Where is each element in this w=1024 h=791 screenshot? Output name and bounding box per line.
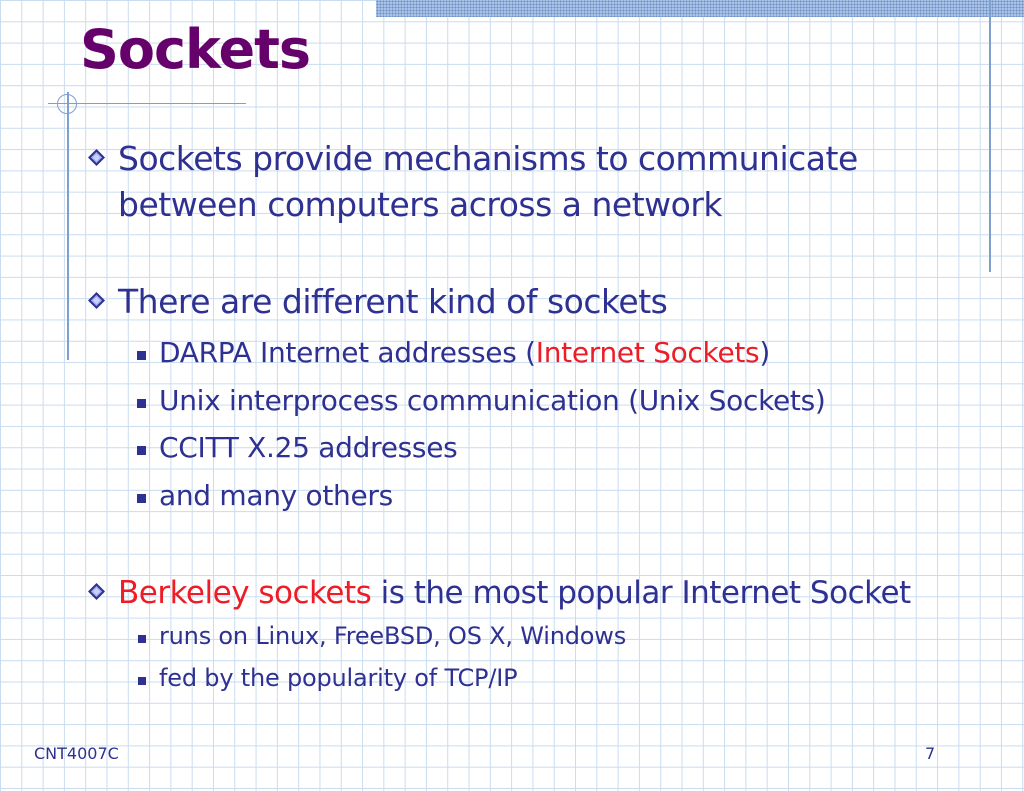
bullet-text: is the most popular Internet Socket <box>371 575 911 611</box>
subitem-text: DARPA Internet addresses ( <box>159 336 536 369</box>
subitem-unix <box>159 381 979 421</box>
subitem-text: ) <box>759 336 770 369</box>
bullet-sockets-definition <box>118 136 978 228</box>
right-decorative-line <box>989 0 991 272</box>
header-decorative-band <box>376 0 1024 17</box>
square-bullet-icon <box>138 635 146 643</box>
slide-title: Sockets <box>80 18 311 81</box>
diamond-bullet-icon <box>88 149 105 166</box>
bullet-line: Sockets provide mechanisms to communicate <box>118 139 858 178</box>
subitem-darpa <box>159 333 979 373</box>
square-bullet-icon <box>137 446 146 455</box>
highlight-internet-sockets: Internet Sockets <box>535 336 760 369</box>
bullet-socket-kinds <box>118 279 978 325</box>
subitem-text: CCITT X.25 addresses <box>159 431 458 464</box>
subitem-platforms <box>159 620 979 652</box>
bullet-text: There are different kind of sockets <box>118 282 668 321</box>
subitem-text: fed by the popularity of TCP/IP <box>159 664 518 692</box>
diamond-bullet-icon <box>88 583 105 600</box>
square-bullet-icon <box>138 677 146 685</box>
footer-course-code: CNT4007C <box>34 744 119 763</box>
circle-decoration <box>57 94 77 114</box>
highlight-berkeley-sockets: Berkeley sockets <box>118 575 372 611</box>
subitem-ccitt <box>159 428 979 468</box>
square-bullet-icon <box>137 399 146 408</box>
bullet-line: between computers across a network <box>118 185 723 224</box>
subitem-tcpip <box>159 662 979 694</box>
square-bullet-icon <box>137 351 146 360</box>
diamond-bullet-icon <box>88 292 105 309</box>
square-bullet-icon <box>137 494 146 503</box>
title-underline <box>48 103 246 104</box>
subitem-text: Unix interprocess communication (Unix Sockets) <box>159 384 826 417</box>
bullet-berkeley <box>118 570 978 616</box>
footer-page-number: 7 <box>925 744 936 763</box>
subitem-text: and many others <box>159 479 393 512</box>
subitem-others <box>159 476 979 516</box>
left-decorative-line <box>67 92 69 360</box>
subitem-text: runs on Linux, FreeBSD, OS X, Windows <box>159 622 626 650</box>
